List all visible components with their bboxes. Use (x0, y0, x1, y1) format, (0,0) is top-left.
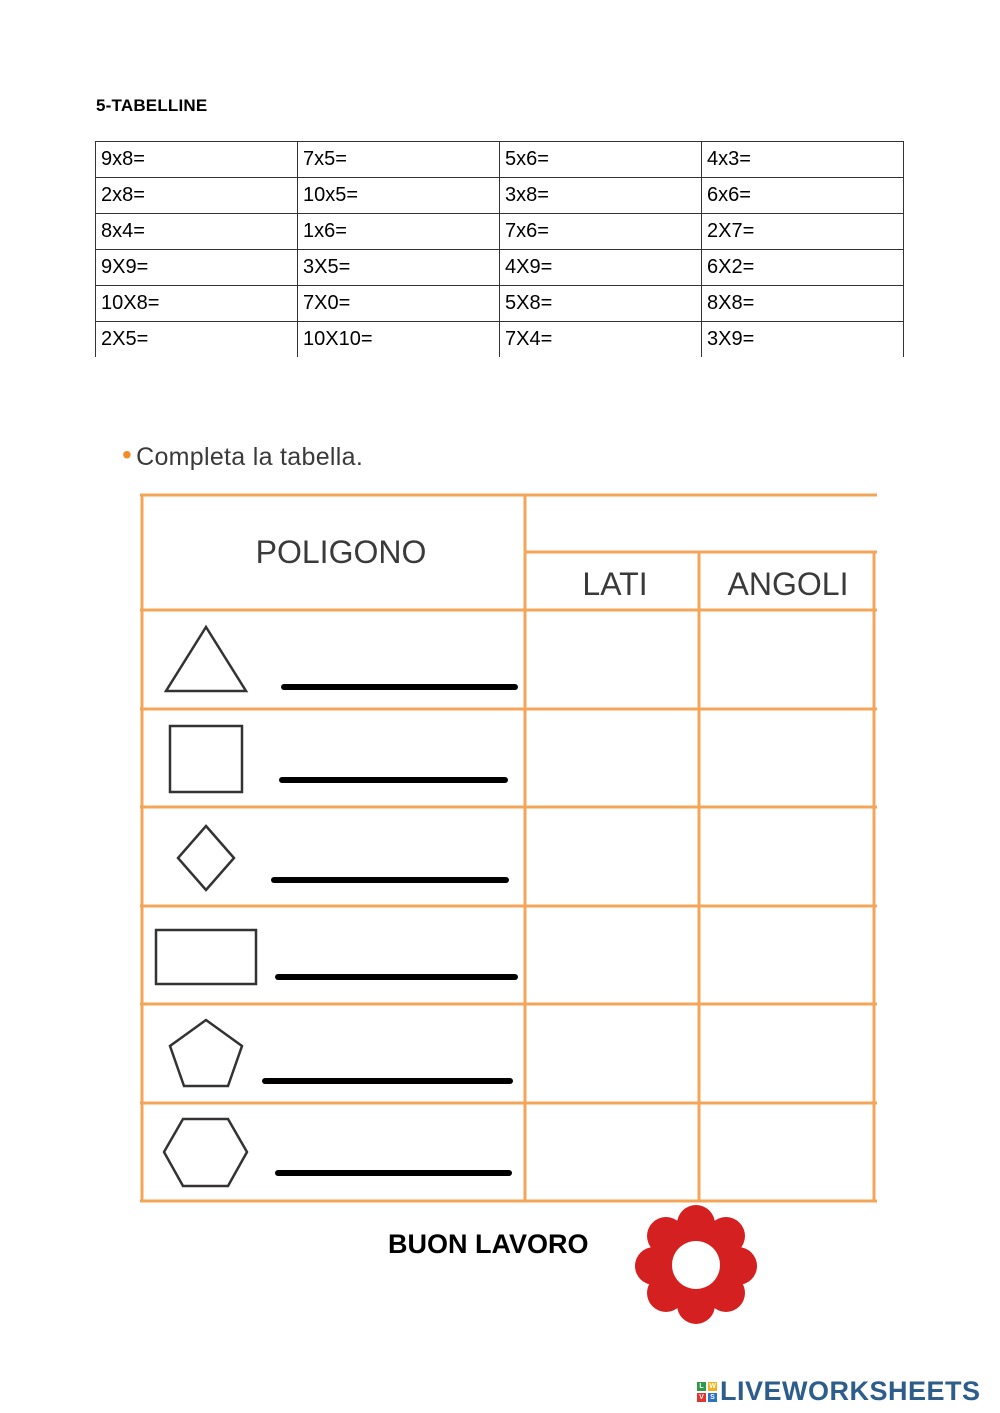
rhombus-icon (178, 826, 234, 890)
brand-logo-icon (697, 1382, 717, 1402)
logo-letter: V (697, 1393, 706, 1402)
table-cell: 8X8= (702, 286, 904, 322)
table-cell: 7X4= (500, 322, 702, 358)
square-icon (170, 726, 242, 792)
table-cell: 3X9= (702, 322, 904, 358)
table-cell: 8x4= (96, 214, 298, 250)
table-cell: 9X9= (96, 250, 298, 286)
table-cell: 7x6= (500, 214, 702, 250)
logo-letter: S (708, 1393, 717, 1402)
table-cell: 6X2= (702, 250, 904, 286)
table-cell: 9x8= (96, 142, 298, 178)
table-cell: 6x6= (702, 178, 904, 214)
table-cell: 5X8= (500, 286, 702, 322)
brand (697, 1376, 981, 1407)
table-cell: 10X10= (298, 322, 500, 358)
table-cell: 4x3= (702, 142, 904, 178)
logo-letter: L (697, 1382, 706, 1391)
table-cell: 1x6= (298, 214, 500, 250)
flower-icon (635, 1205, 757, 1324)
table-cell: 2X5= (96, 322, 298, 358)
header-polygon: POLIGONO (255, 534, 427, 570)
bullet-icon: • (122, 439, 133, 470)
table-cell: 5x6= (500, 142, 702, 178)
table-cell: 3X5= (298, 250, 500, 286)
header-angles: ANGOLI (727, 566, 849, 602)
table-cell: 10x5= (298, 178, 500, 214)
triangle-icon (166, 627, 246, 691)
hexagon-icon (164, 1119, 247, 1186)
table-cell: 2X7= (702, 214, 904, 250)
closing-text: BUON LAVORO (388, 1229, 589, 1259)
logo-letter: W (709, 1382, 716, 1390)
instruction-text: Completa la tabella. (136, 443, 364, 471)
table-cell: 7x5= (298, 142, 500, 178)
rectangle-icon (156, 930, 256, 984)
table-cell: 2x8= (96, 178, 298, 214)
table-cell: 4X9= (500, 250, 702, 286)
table-cell: 7X0= (298, 286, 500, 322)
table-cell: 3x8= (500, 178, 702, 214)
header-sides: LATI (582, 566, 648, 602)
section-title: 5-TABELLINE (96, 96, 208, 115)
brand-name: LIVEWORKSHEETS (720, 1376, 981, 1406)
pentagon-icon (170, 1020, 242, 1086)
table-cell: 10X8= (96, 286, 298, 322)
